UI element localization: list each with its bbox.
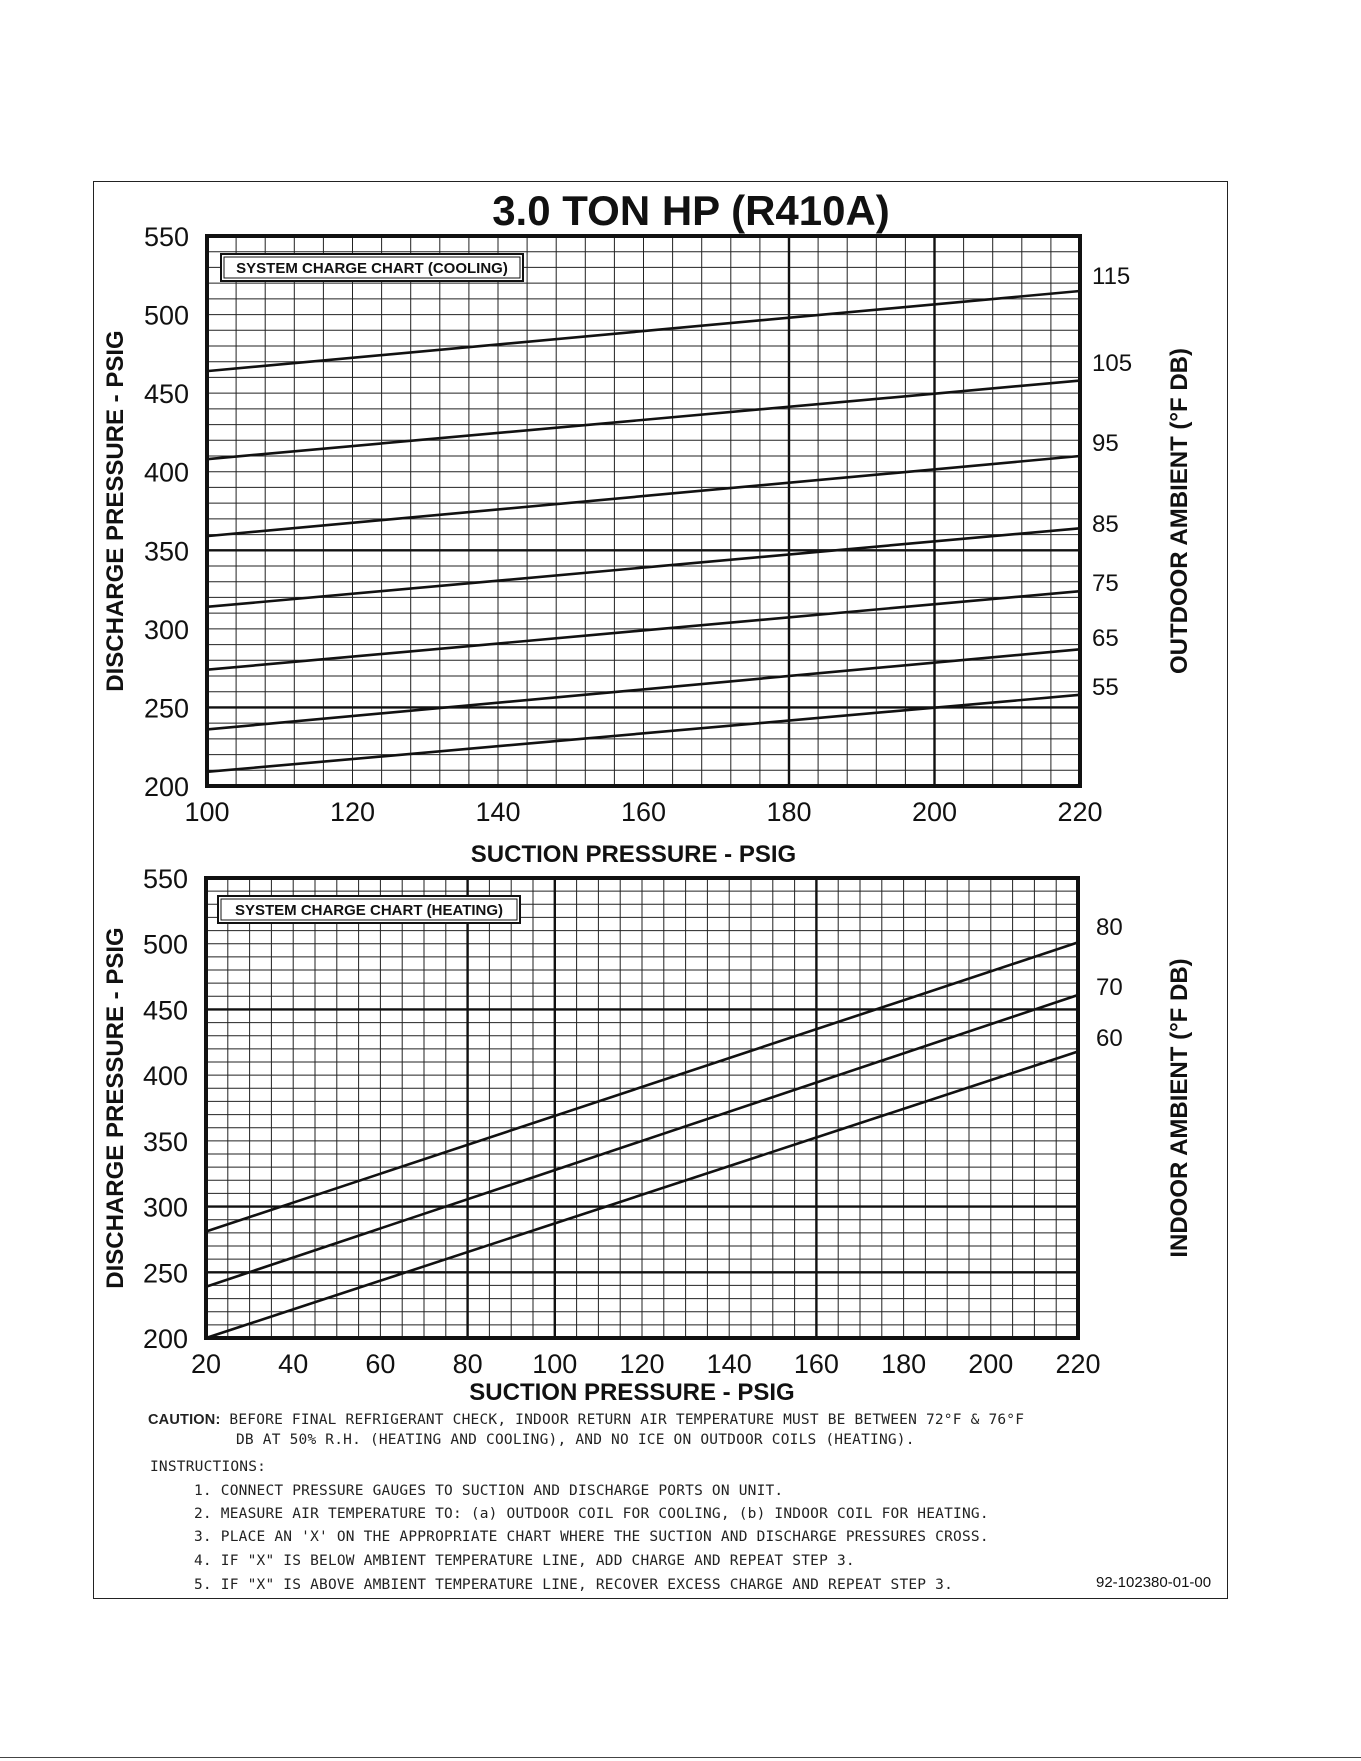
instruction-step-4: 4. IF "X" IS BELOW AMBIENT TEMPERATURE LINE, ADD CHARGE AND REPEAT STEP 3.: [194, 1553, 855, 1569]
heating-y-tick-label: 500: [142, 929, 188, 960]
caution-line-1: [148, 1412, 1024, 1428]
heating-x-tick-label: 180: [881, 1349, 927, 1379]
heating-x-tick-label: 160: [793, 1349, 839, 1379]
cooling-ambient-label-85: 85: [1092, 511, 1119, 538]
caution-label: CAUTION:: [148, 1412, 221, 1428]
chart-title: 3.0 TON HP (R410A): [492, 187, 890, 234]
heating-y-tick-label: 400: [142, 1061, 188, 1092]
cooling-chart: [102, 222, 1193, 868]
caution-text-1: BEFORE FINAL REFRIGERANT CHECK, INDOOR RETURN AIR TEMPERATURE MUST BE BETWEEN 72°F & 76°F: [229, 1412, 1025, 1428]
cooling-y-axis-title: DISCHARGE PRESSURE - PSIG: [102, 330, 129, 692]
cooling-y-tick-label: 500: [143, 300, 189, 331]
heating-y-tick-label: 350: [142, 1126, 188, 1157]
heating-x-tick-label: 200: [968, 1349, 1014, 1379]
heating-x-tick-label: 100: [532, 1349, 578, 1379]
heating-grid: [206, 878, 1078, 1338]
cooling-ambient-label-65: 65: [1092, 625, 1119, 652]
cooling-ambient-label-75: 75: [1092, 570, 1119, 597]
part-number: 92-102380-01-00: [1096, 1574, 1212, 1591]
heating-ambient-label-60: 60: [1096, 1025, 1123, 1052]
page-bottom-rule: [0, 1757, 1361, 1758]
heating-x-axis-title: SUCTION PRESSURE - PSIG: [469, 1379, 795, 1406]
cooling-ambient-label-105: 105: [1092, 350, 1133, 377]
cooling-ambient-label-55: 55: [1092, 674, 1119, 701]
cooling-ambient-label-115: 115: [1092, 263, 1131, 290]
heating-y-axis-title: DISCHARGE PRESSURE - PSIG: [102, 927, 129, 1289]
cooling-y-tick-label: 300: [143, 614, 189, 645]
cooling-y-tick-label: 550: [143, 222, 189, 252]
cooling-y-tick-label: 250: [143, 693, 189, 724]
cooling-x-tick-label: 140: [475, 797, 521, 827]
heating-y-tick-label: 550: [142, 864, 188, 894]
heating-x-tick-label: 120: [619, 1349, 665, 1379]
instruction-step-1: 1. CONNECT PRESSURE GAUGES TO SUCTION AND DISCHARGE PORTS ON UNIT.: [194, 1483, 784, 1499]
caution-text-2: DB AT 50% R.H. (HEATING AND COOLING), AND NO ICE ON OUTDOOR COILS (HEATING).: [236, 1432, 915, 1448]
heating-x-tick-label: 40: [278, 1349, 309, 1379]
cooling-y-tick-label: 350: [143, 536, 189, 567]
heating-ambient-label-70: 70: [1096, 974, 1123, 1001]
heating-x-tick-label: 20: [190, 1349, 222, 1379]
heating-y-tick-label: 250: [142, 1258, 188, 1289]
cooling-x-tick-label: 220: [1057, 797, 1103, 827]
cooling-label-box-text: SYSTEM CHARGE CHART (COOLING): [236, 260, 508, 277]
heating-secondary-axis-title: INDOOR AMBIENT (°F DB): [1166, 958, 1193, 1258]
heating-y-tick-label: 450: [142, 995, 188, 1026]
cooling-x-tick-label: 160: [620, 797, 667, 827]
heating-x-tick-label: 80: [452, 1349, 483, 1379]
cooling-x-tick-label: 180: [766, 797, 812, 827]
heating-y-tick-label: 200: [142, 1324, 188, 1354]
cooling-y-tick-label: 400: [143, 457, 189, 488]
heating-chart: [102, 864, 1193, 1406]
cooling-secondary-axis-title: OUTDOOR AMBIENT (°F DB): [1166, 347, 1193, 675]
heating-y-tick-label: 300: [142, 1192, 188, 1223]
heating-x-tick-label: 60: [365, 1349, 396, 1379]
heating-x-tick-label: 140: [706, 1349, 752, 1379]
instruction-step-3: 3. PLACE AN 'X' ON THE APPROPRIATE CHART WHERE THE SUCTION AND DISCHARGE PRESSURES CROSS.: [194, 1529, 989, 1545]
cooling-x-tick-label: 120: [329, 797, 376, 827]
cooling-grid: [207, 236, 1080, 786]
cooling-y-tick-label: 450: [143, 379, 189, 410]
heating-x-tick-label: 220: [1055, 1349, 1101, 1379]
cooling-ambient-label-95: 95: [1092, 430, 1119, 457]
heating-ambient-label-80: 80: [1096, 914, 1123, 941]
cooling-x-tick-label: 200: [911, 797, 958, 827]
instructions-heading: INSTRUCTIONS:: [150, 1459, 267, 1475]
instruction-step-2: 2. MEASURE AIR TEMPERATURE TO: (a) OUTDOOR COIL FOR COOLING, (b) INDOOR COIL FOR HEATING.: [194, 1506, 989, 1522]
instruction-step-5: 5. IF "X" IS ABOVE AMBIENT TEMPERATURE LINE, RECOVER EXCESS CHARGE AND REPEAT STEP 3.: [194, 1577, 954, 1593]
cooling-y-tick-label: 200: [143, 772, 189, 802]
cooling-x-tick-label: 100: [184, 797, 230, 827]
cooling-x-axis-title: SUCTION PRESSURE - PSIG: [470, 841, 797, 868]
heating-label-box-text: SYSTEM CHARGE CHART (HEATING): [234, 902, 504, 919]
